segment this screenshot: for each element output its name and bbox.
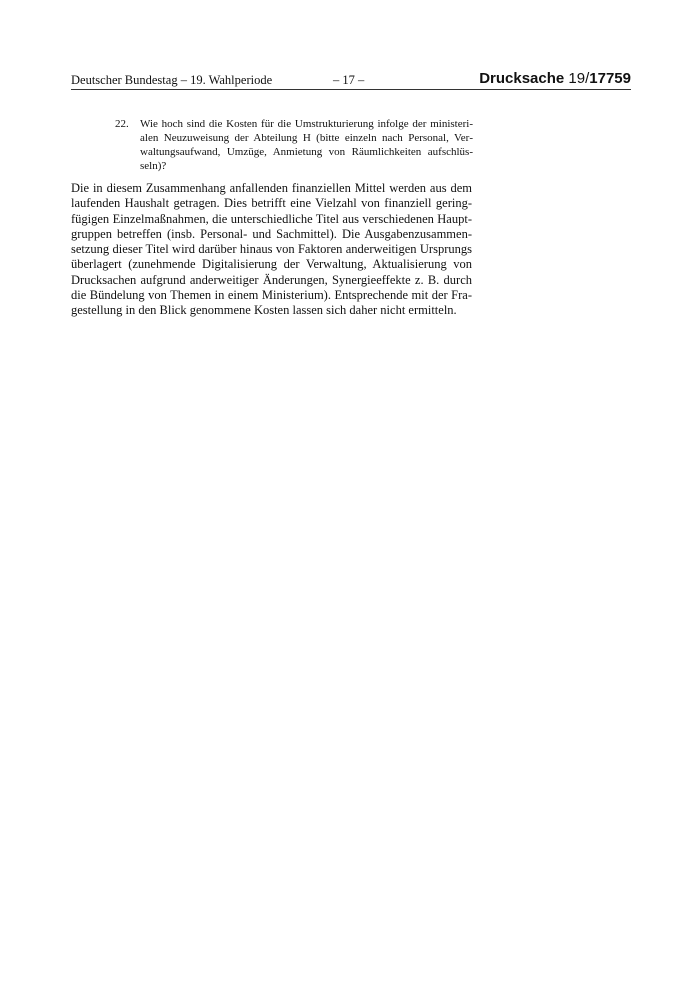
document-label: Drucksache xyxy=(479,70,565,87)
document-id: 17759 xyxy=(589,70,631,87)
header-divider xyxy=(71,89,631,90)
answer-paragraph: Die in diesem Zusammenhang anfallenden finanziellen Mittel werden aus dem laufenden Haushalt getragen. Dies betrifft eine Vielzahl von finanziell geringfügigen Einzelmaßnahmen, die unterschiedliche Titel aus verschiedenen Hauptgruppen betreffen (insb. Personal- und Sachmittel). Die Ausgabenzusammensetzung dieser Titel wird darüber hinaus von Faktoren anderweitigen Ursprungs überlagert (zunehmende Digitalisierung der Verwaltung, Aktualisierung von Drucksachen aufgrund anderweitiger Änderungen, Synergieeffekte z. B. durch die Bündelung von Themen in einem Ministerium). Entsprechende mit der Fragestellung in den Blick genommene Kosten lassen sich daher nicht ermitteln. xyxy=(71,181,472,317)
document-number xyxy=(479,70,631,87)
document-year: 19/ xyxy=(564,70,590,87)
question-number: 22. xyxy=(115,118,129,130)
question-text: Wie hoch sind die Kosten für die Umstrukturierung infolge der ministerialen Neuzuweisung der Abteilung H (bitte einzeln nach Personal, Verwaltungsaufwand, Umzüge, Anmietung von Räumlichkeiten aufschlüsseln)? xyxy=(140,118,473,172)
header-parliament-period: Deutscher Bundestag – 19. Wahlperiode xyxy=(71,73,273,87)
question-block xyxy=(115,117,473,173)
page-number: – 17 – xyxy=(333,73,365,87)
